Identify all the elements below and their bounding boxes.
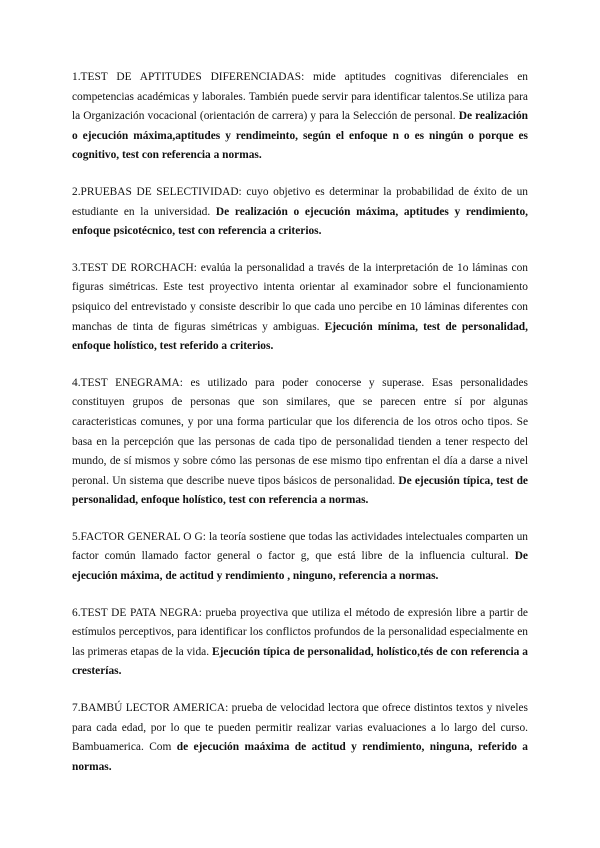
paragraph-text: 7.BAMBÚ LECTOR AMERICA: prueba de velocidad lectora que ofrece distintos textos y niveles para cada edad, por lo que te pueden permitir realizar varias evaluaciones a lo largo del curso. Bambuamerica. Com — [72, 702, 528, 754]
paragraph-classification: De realización o ejecución máxima,aptitudes y rendimeinto, según el enfoque n o es ningún o porque es cognitivo, test con referencia a normas. — [72, 110, 529, 162]
paragraph-test-rorchach — [72, 259, 528, 357]
paragraph-classification: De ejecución máxima, de actitud y rendimiento , ninguno, referencia a normas. — [72, 550, 528, 583]
paragraph-aptitudes-diferenciadas — [72, 68, 528, 166]
paragraph-text: 6.TEST DE PATA NEGRA: prueba proyectiva que utiliza el método de expresión libre a partir de estímulos perceptivos, para identificar los conflictos profundos de la personalidad especialmente en las primeras etapas de la vida. — [72, 606, 528, 658]
paragraph-text: 3.TEST DE RORCHACH: evalúa la personalidad a través de la interpretación de 1o láminas con figuras simétricas. Este test proyectivo intenta orientar al examinador sobre el funcionamiento psiquico del entrevistado y consiste describir lo que cada uno percibe en 10 láminas diferentes con manchas de tinta de figuras simétricas y ambiguas. — [72, 261, 528, 333]
paragraph-bambu-lector — [72, 699, 528, 777]
paragraph-classification: de ejecución maáxima de actitud y rendimiento, ninguna, referido a normas. — [72, 741, 529, 773]
paragraph-text: 2.PRUEBAS DE SELECTIVIDAD: cuyo objetivo es determinar la probabilidad de éxito de un estudiante en la universidad. — [72, 185, 528, 218]
paragraph-text: 5.FACTOR GENERAL O G: la teoría sostiene que todas las actividades intelectuales comparten un factor común llamado factor general o factor g, que está libre de la influencia cultural. — [72, 530, 528, 563]
paragraph-factor-general — [72, 528, 528, 587]
paragraph-classification: De realización o ejecución máxima, aptitudes y rendimiento, enfoque psicotécnico, test con referencia a criterios. — [72, 205, 529, 238]
paragraph-text: 1.TEST DE APTITUDES DIFERENCIADAS: mide aptitudes cognitivas diferenciales en competencias académicas y laborales. También puede servir para identificar talentos.Se utiliza para la Organización vocacional (orientación de carrera) y para la Selección de personal. — [72, 71, 528, 123]
paragraph-test-pata-negra — [72, 604, 528, 682]
paragraph-pruebas-selectividad — [72, 183, 528, 242]
paragraph-classification: De ejecusión típica, test de personalidad, enfoque holístico, test con referencia a normas. — [72, 474, 528, 507]
paragraph-text: 4.TEST ENEGRAMA: es utilizado para poder conocerse y superase. Esas personalidades constituyen grupos de personas que son similares, que se parecen entre sí por algunas caracteristicas comunes, y por una forma particular que los diferencia de los otros ocho tipos. Se basa en la percepción que las personas de cada tipo de personalidad tienden a tener respecto del mundo, de sí mismos y sobre cómo las personas de ese mismo tipo enfrentan el día a darse a nivel peronal. Un sistema que describe nueve tipos básicos de personalidad. — [72, 376, 528, 487]
paragraph-test-enegrama — [72, 374, 528, 511]
paragraph-classification: Ejecución mínima, test de personalidad, enfoque holístico, test referido a criterios. — [72, 320, 528, 353]
document-page — [72, 68, 528, 794]
paragraph-classification: Ejecución típica de personalidad, holístico,tés de con referencia a cresterías. — [72, 645, 529, 678]
